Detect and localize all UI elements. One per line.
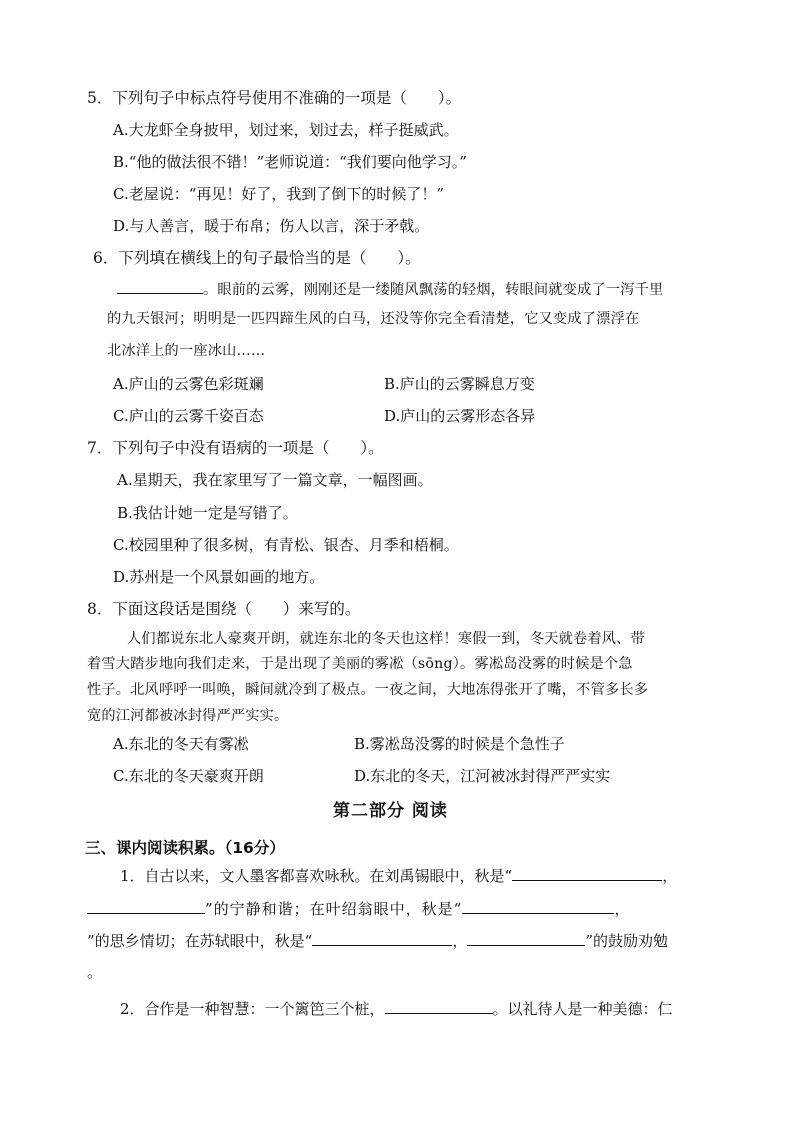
q5-stem: 5．下列句子中标点符号使用不准确的一项是（ ）。 — [87, 89, 462, 107]
q7-option-a: A.星期天，我在家里写了一篇文章，一幅图画。 — [117, 471, 433, 489]
s3-q1-line-1 — [120, 864, 677, 886]
q8-passage-line-3: 性子。北风呼呼一叫唤，瞬间就冷到了极点。一夜之间，大地冻得张开了嘴，不管多长多 — [87, 682, 649, 698]
q6-passage-line-1 — [117, 277, 663, 300]
answer-blank — [467, 929, 585, 946]
q8-passage-line-4: 宽的江河都被冰封得严严实实。 — [87, 708, 289, 724]
s3-q1-text-2: ”的宁静和谐；在叶绍翁眼中，秋是“ — [205, 900, 463, 918]
q5-option-b: B.“他的做法很不错！”老师说道：“我们要向他学习。” — [113, 153, 467, 171]
q8-option-d: D.东北的冬天，江河被冰封得严严实实 — [354, 767, 611, 785]
q6-option-c: C.庐山的云雾千姿百态 — [113, 407, 264, 425]
q6-option-d: D.庐山的云雾形态各异 — [384, 407, 536, 425]
q5-option-a: A.大龙虾全身披甲，划过来，划过去，样子挺威武。 — [113, 121, 459, 139]
s3-q2-text-1: 2．合作是一种智慧：一个篱笆三个桩， — [120, 1000, 385, 1018]
s3-q1-text-1: 1．自古以来，文人墨客都喜欢咏秋。在刘禹锡眼中，秋是“ — [120, 867, 513, 885]
q6-stem: 6．下列填在横线上的句子最恰当的是（ ）。 — [93, 249, 421, 267]
s3-q2-line-1 — [120, 997, 673, 1019]
q7-option-b: B.我估计她一定是写错了。 — [117, 504, 298, 522]
q5-option-d: D.与人善言，暖于布帛；伤人以言，深于矛戟。 — [113, 217, 430, 235]
s3-q1-line-2 — [87, 897, 629, 919]
q8-passage-line-1: 人们都说东北人豪爽开朗，就连东北的冬天也这样！寒假一到，冬天就卷着风、带 — [127, 631, 645, 647]
s3-q1-line-4: 。 — [87, 963, 103, 981]
part-two-title: 第二部分 阅读 — [333, 801, 448, 821]
q8-stem: 8．下面这段话是围绕（ ）来写的。 — [87, 600, 361, 618]
answer-blank — [117, 277, 203, 294]
answer-blank — [512, 864, 662, 881]
q6-passage-line-2: 的九天银河；明明是一匹四蹄生风的白马，还没等你完全看清楚，它又变成了漂浮在 — [107, 311, 640, 327]
q8-option-c: C.东北的冬天豪爽开朗 — [113, 767, 264, 785]
q7-stem: 7．下列句子中没有语病的一项是（ ）。 — [87, 439, 384, 457]
q6-option-b: B.庐山的云雾瞬息万变 — [384, 375, 535, 393]
q6-option-a: A.庐山的云雾色彩斑斓 — [113, 375, 264, 393]
s3-q1-text-3-mid: ， — [452, 932, 468, 950]
s3-q1-text-2-end: ， — [614, 900, 630, 918]
q7-option-d: D.苏州是一个风景如画的地方。 — [113, 568, 325, 586]
q6-passage-text-1: 。眼前的云雾，刚刚还是一缕随风飘荡的轻烟，转眼间就变成了一泻千里 — [203, 282, 664, 298]
answer-blank — [462, 897, 614, 914]
answer-blank — [312, 929, 452, 946]
answer-blank — [385, 997, 493, 1014]
s3-q2-text-1-end: 。以礼待人是一种美德：仁 — [492, 1000, 673, 1018]
q5-option-c: C.老屋说：“再见！好了，我到了倒下的时候了！” — [113, 185, 445, 203]
q8-option-a: A.东北的冬天有雾凇 — [113, 735, 249, 753]
s3-q1-line-3 — [87, 929, 668, 951]
s3-q1-text-1-end: ， — [662, 867, 678, 885]
q8-option-b: B.雾凇岛没雾的时候是个急性子 — [354, 735, 565, 753]
q7-option-c: C.校园里种了很多树，有青松、银杏、月季和梧桐。 — [113, 536, 459, 554]
s3-q1-text-3: ”的思乡情切；在苏轼眼中，秋是“ — [87, 932, 313, 950]
q8-passage-line-2: 着雪大踏步地向我们走来，于是出现了美丽的雾凇（sōng）。雾凇岛没雾的时候是个急 — [87, 656, 633, 672]
answer-blank — [87, 897, 205, 914]
section-three-title: 三、课内阅读积累。（16分） — [85, 839, 285, 857]
s3-q1-text-3-end: ”的鼓励劝勉 — [585, 932, 669, 950]
q6-passage-line-3: 北冰洋上的一座冰山…… — [107, 343, 266, 359]
